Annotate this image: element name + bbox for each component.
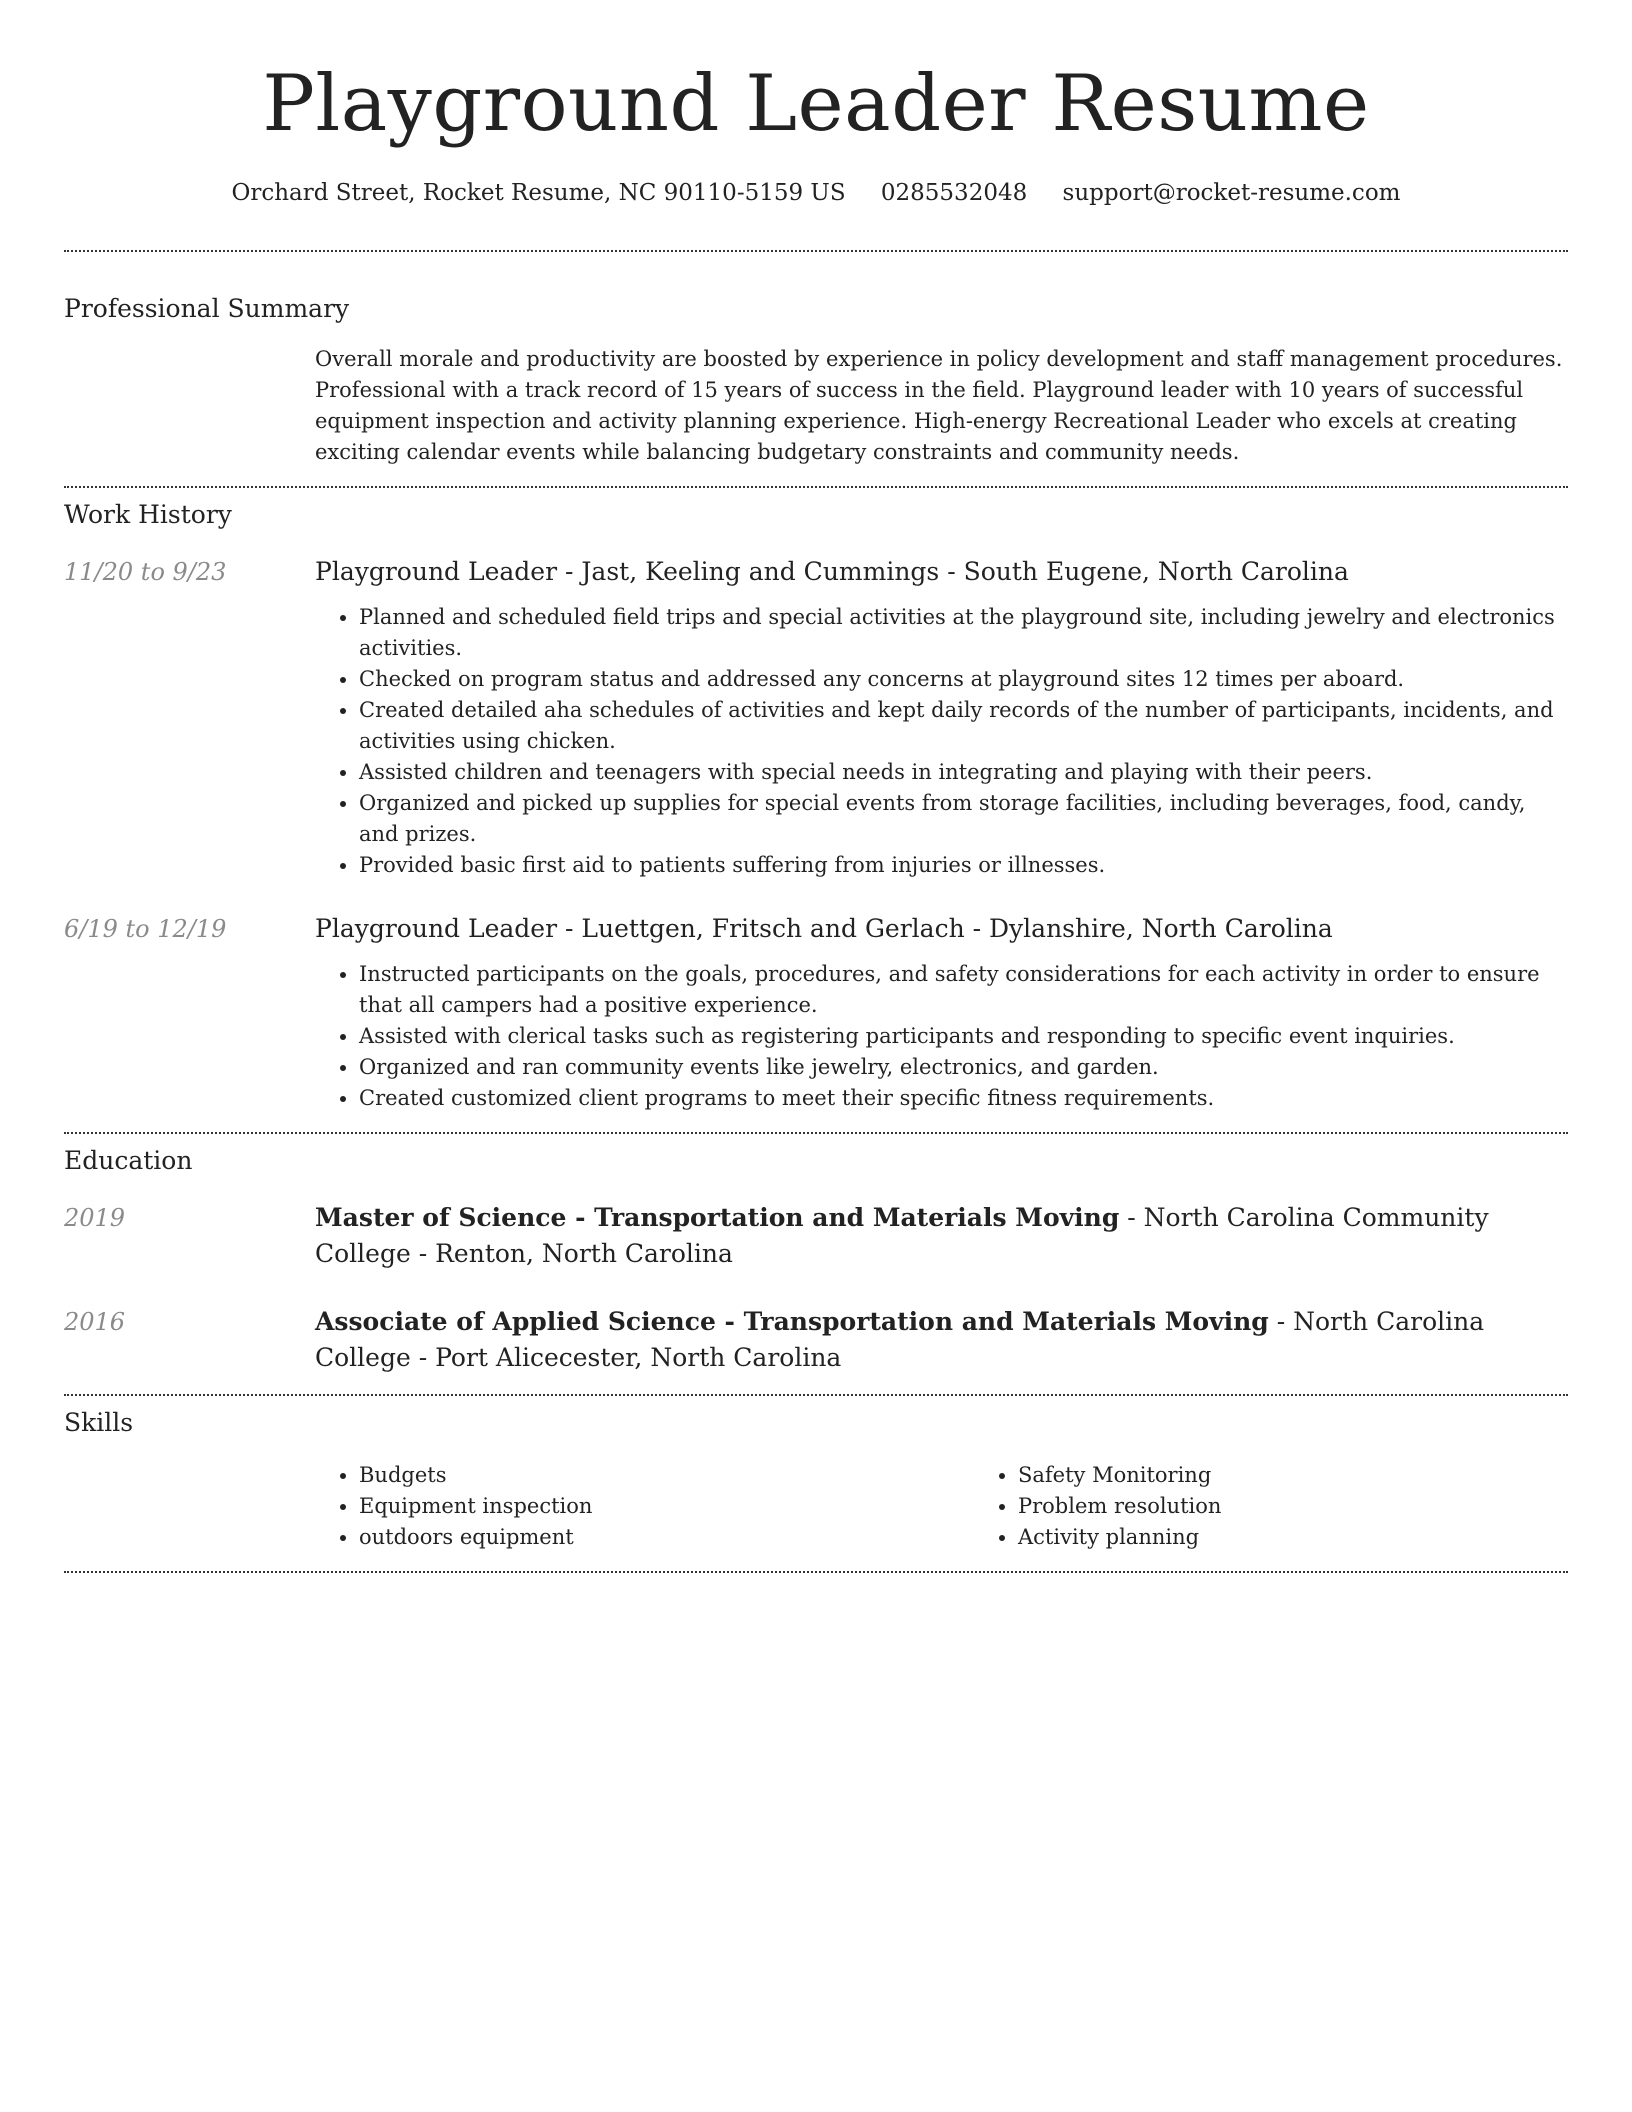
skills-column bbox=[315, 1460, 974, 1553]
education-degree: Master of Science - Transportation and Materials Moving bbox=[315, 1203, 1120, 1232]
job-bullet: • Organized and picked up supplies for special events from storage facilities, including beverages, food, candy, and prizes. bbox=[359, 788, 1568, 850]
education-entry bbox=[64, 1304, 1568, 1376]
skill-item: • Budgets bbox=[359, 1460, 974, 1491]
contact-email: support@rocket-resume.com bbox=[1062, 180, 1401, 206]
skill-item: • Problem resolution bbox=[1018, 1491, 1632, 1522]
divider bbox=[64, 1132, 1568, 1134]
skills-column bbox=[974, 1460, 1632, 1553]
summary-text: Overall morale and productivity are boosted by experience in policy development and staff management procedures. Professional with a track record of 15 years of success in the field. Playground leader with 10 years of successful equipment inspection and activity planning experience. High-energy Recreational Leader who excels at creating exciting calendar events while balancing budgetary constraints and community needs. bbox=[315, 347, 1563, 464]
contact-address: Orchard Street, Rocket Resume, NC 90110-5159 US bbox=[231, 180, 846, 206]
job-bullet: • Created customized client programs to meet their specific fitness requirements. bbox=[359, 1083, 1568, 1114]
skill-item: • outdoors equipment bbox=[359, 1522, 974, 1553]
skill-item: • Safety Monitoring bbox=[1018, 1460, 1632, 1491]
education-details bbox=[315, 1304, 1568, 1376]
job-bullet: • Instructed participants on the goals, procedures, and safety considerations for each activity in order to ensure that all campers had a positive experience. bbox=[359, 959, 1568, 1021]
job-bullet: • Assisted children and teenagers with special needs in integrating and playing with their peers. bbox=[359, 757, 1568, 788]
job-bullet: • Planned and scheduled field trips and special activities at the playground site, including jewelry and electronics activities. bbox=[359, 602, 1568, 664]
divider bbox=[64, 1571, 1568, 1573]
resume-title: Playground Leader Resume bbox=[262, 59, 1370, 149]
education-year: 2019 bbox=[64, 1204, 126, 1232]
education-school: - North Carolina College - Port Alicecester, North Carolina bbox=[315, 1307, 1485, 1372]
education-section bbox=[64, 1144, 1568, 1376]
skill-item: • Equipment inspection bbox=[359, 1491, 974, 1522]
work-history-section bbox=[64, 498, 1568, 1114]
education-year: 2016 bbox=[64, 1308, 126, 1336]
divider bbox=[64, 250, 1568, 252]
job-bullet: • Provided basic first aid to patients suffering from injuries or illnesses. bbox=[359, 850, 1568, 881]
job-dates: 6/19 to 12/19 bbox=[64, 915, 227, 943]
contact-line bbox=[64, 176, 1568, 210]
skill-item: • Activity planning bbox=[1018, 1522, 1632, 1553]
contact-phone: 0285532048 bbox=[880, 180, 1028, 206]
divider bbox=[64, 486, 1568, 488]
job-bullets bbox=[315, 602, 1568, 881]
summary-heading: Professional Summary bbox=[64, 294, 350, 323]
divider bbox=[64, 1394, 1568, 1396]
education-details bbox=[315, 1200, 1568, 1272]
skills-list bbox=[315, 1460, 1632, 1553]
job-bullet: • Assisted with clerical tasks such as registering participants and responding to specific event inquiries. bbox=[359, 1021, 1568, 1052]
education-degree: Associate of Applied Science - Transportation and Materials Moving bbox=[315, 1307, 1269, 1336]
job-bullet: • Created detailed aha schedules of activities and kept daily records of the number of participants, incidents, and activities using chicken. bbox=[359, 695, 1568, 757]
job-bullets bbox=[315, 959, 1568, 1114]
education-entry bbox=[64, 1200, 1568, 1272]
job-entry bbox=[64, 554, 1568, 881]
job-bullet: • Checked on program status and addressed any concerns at playground sites 12 times per aboard. bbox=[359, 664, 1568, 695]
job-heading: Playground Leader - Jast, Keeling and Cummings - South Eugene, North Carolina bbox=[315, 557, 1349, 586]
work-history-heading: Work History bbox=[64, 500, 232, 529]
summary-section bbox=[64, 292, 1568, 468]
education-school: - North Carolina Community College - Renton, North Carolina bbox=[315, 1203, 1489, 1268]
skills-heading: Skills bbox=[64, 1408, 134, 1437]
education-heading: Education bbox=[64, 1146, 193, 1175]
job-dates: 11/20 to 9/23 bbox=[64, 558, 227, 586]
job-heading: Playground Leader - Luettgen, Fritsch and Gerlach - Dylanshire, North Carolina bbox=[315, 914, 1333, 943]
skills-section bbox=[64, 1406, 1568, 1553]
job-bullet: • Organized and ran community events like jewelry, electronics, and garden. bbox=[359, 1052, 1568, 1083]
resume-header bbox=[64, 0, 1568, 210]
job-entry bbox=[64, 911, 1568, 1114]
